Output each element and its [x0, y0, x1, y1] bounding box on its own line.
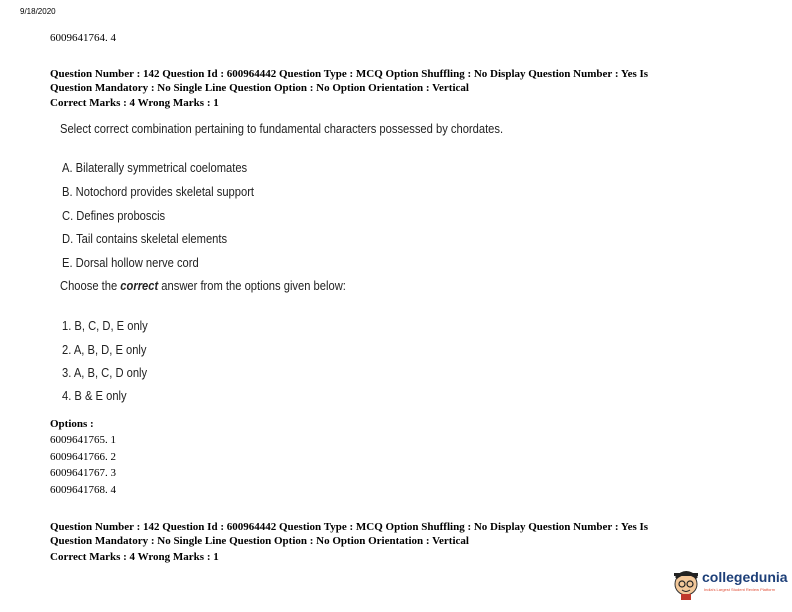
- question-meta-line2: Question Mandatory : No Single Line Question Option : No Option Orientation : Vertical: [50, 82, 469, 94]
- collegedunia-logo: [672, 565, 788, 605]
- instruction: Choose the correct answer from the options given below:: [60, 278, 346, 293]
- option-id-2: 6009641766. 2: [50, 451, 116, 463]
- next-question-meta-line1: Question Number : 142 Question Id : 600964442 Question Type : MCQ Option Shuffling : No Display Question Number : Yes Is: [50, 521, 649, 533]
- student-mascot-icon: [672, 565, 702, 601]
- statement-e: E. Dorsal hollow nerve cord: [62, 255, 199, 270]
- question-meta-line1: Question Number : 142 Question Id : 600964442 Question Type : MCQ Option Shuffling : No Display Question Number : Yes Is: [50, 68, 649, 80]
- option-id-4: 6009641768. 4: [50, 484, 116, 496]
- option-id-1: 6009641765. 1: [50, 434, 116, 446]
- question-stem: Select correct combination pertaining to fundamental characters possessed by chordates.: [60, 121, 504, 136]
- question-marks: Correct Marks : 4 Wrong Marks : 1: [50, 97, 219, 109]
- next-question-marks: Correct Marks : 4 Wrong Marks : 1: [50, 551, 219, 563]
- choice-2: 2. A, B, D, E only: [62, 342, 147, 357]
- choice-3: 3. A, B, C, D only: [62, 365, 148, 380]
- previous-option-id: 6009641764. 4: [50, 32, 116, 44]
- choice-1: 1. B, C, D, E only: [62, 318, 148, 333]
- logo-tagline: India's Largest Student Review Platform: [704, 587, 776, 592]
- choice-4: 4. B & E only: [62, 388, 127, 403]
- option-id-3: 6009641767. 3: [50, 467, 116, 479]
- statement-a: A. Bilaterally symmetrical coelomates: [62, 160, 248, 175]
- statement-b: B. Notochord provides skeletal support: [62, 184, 255, 199]
- statement-c: C. Defines proboscis: [62, 208, 166, 223]
- next-question-meta-line2: Question Mandatory : No Single Line Question Option : No Option Orientation : Vertical: [50, 535, 469, 547]
- print-date: 9/18/2020: [20, 7, 56, 16]
- instruction-emphasis: correct: [120, 278, 159, 293]
- logo-wordmark: collegedunia: [702, 569, 788, 585]
- options-heading: Options :: [50, 418, 94, 430]
- statement-d: D. Tail contains skeletal elements: [62, 231, 228, 246]
